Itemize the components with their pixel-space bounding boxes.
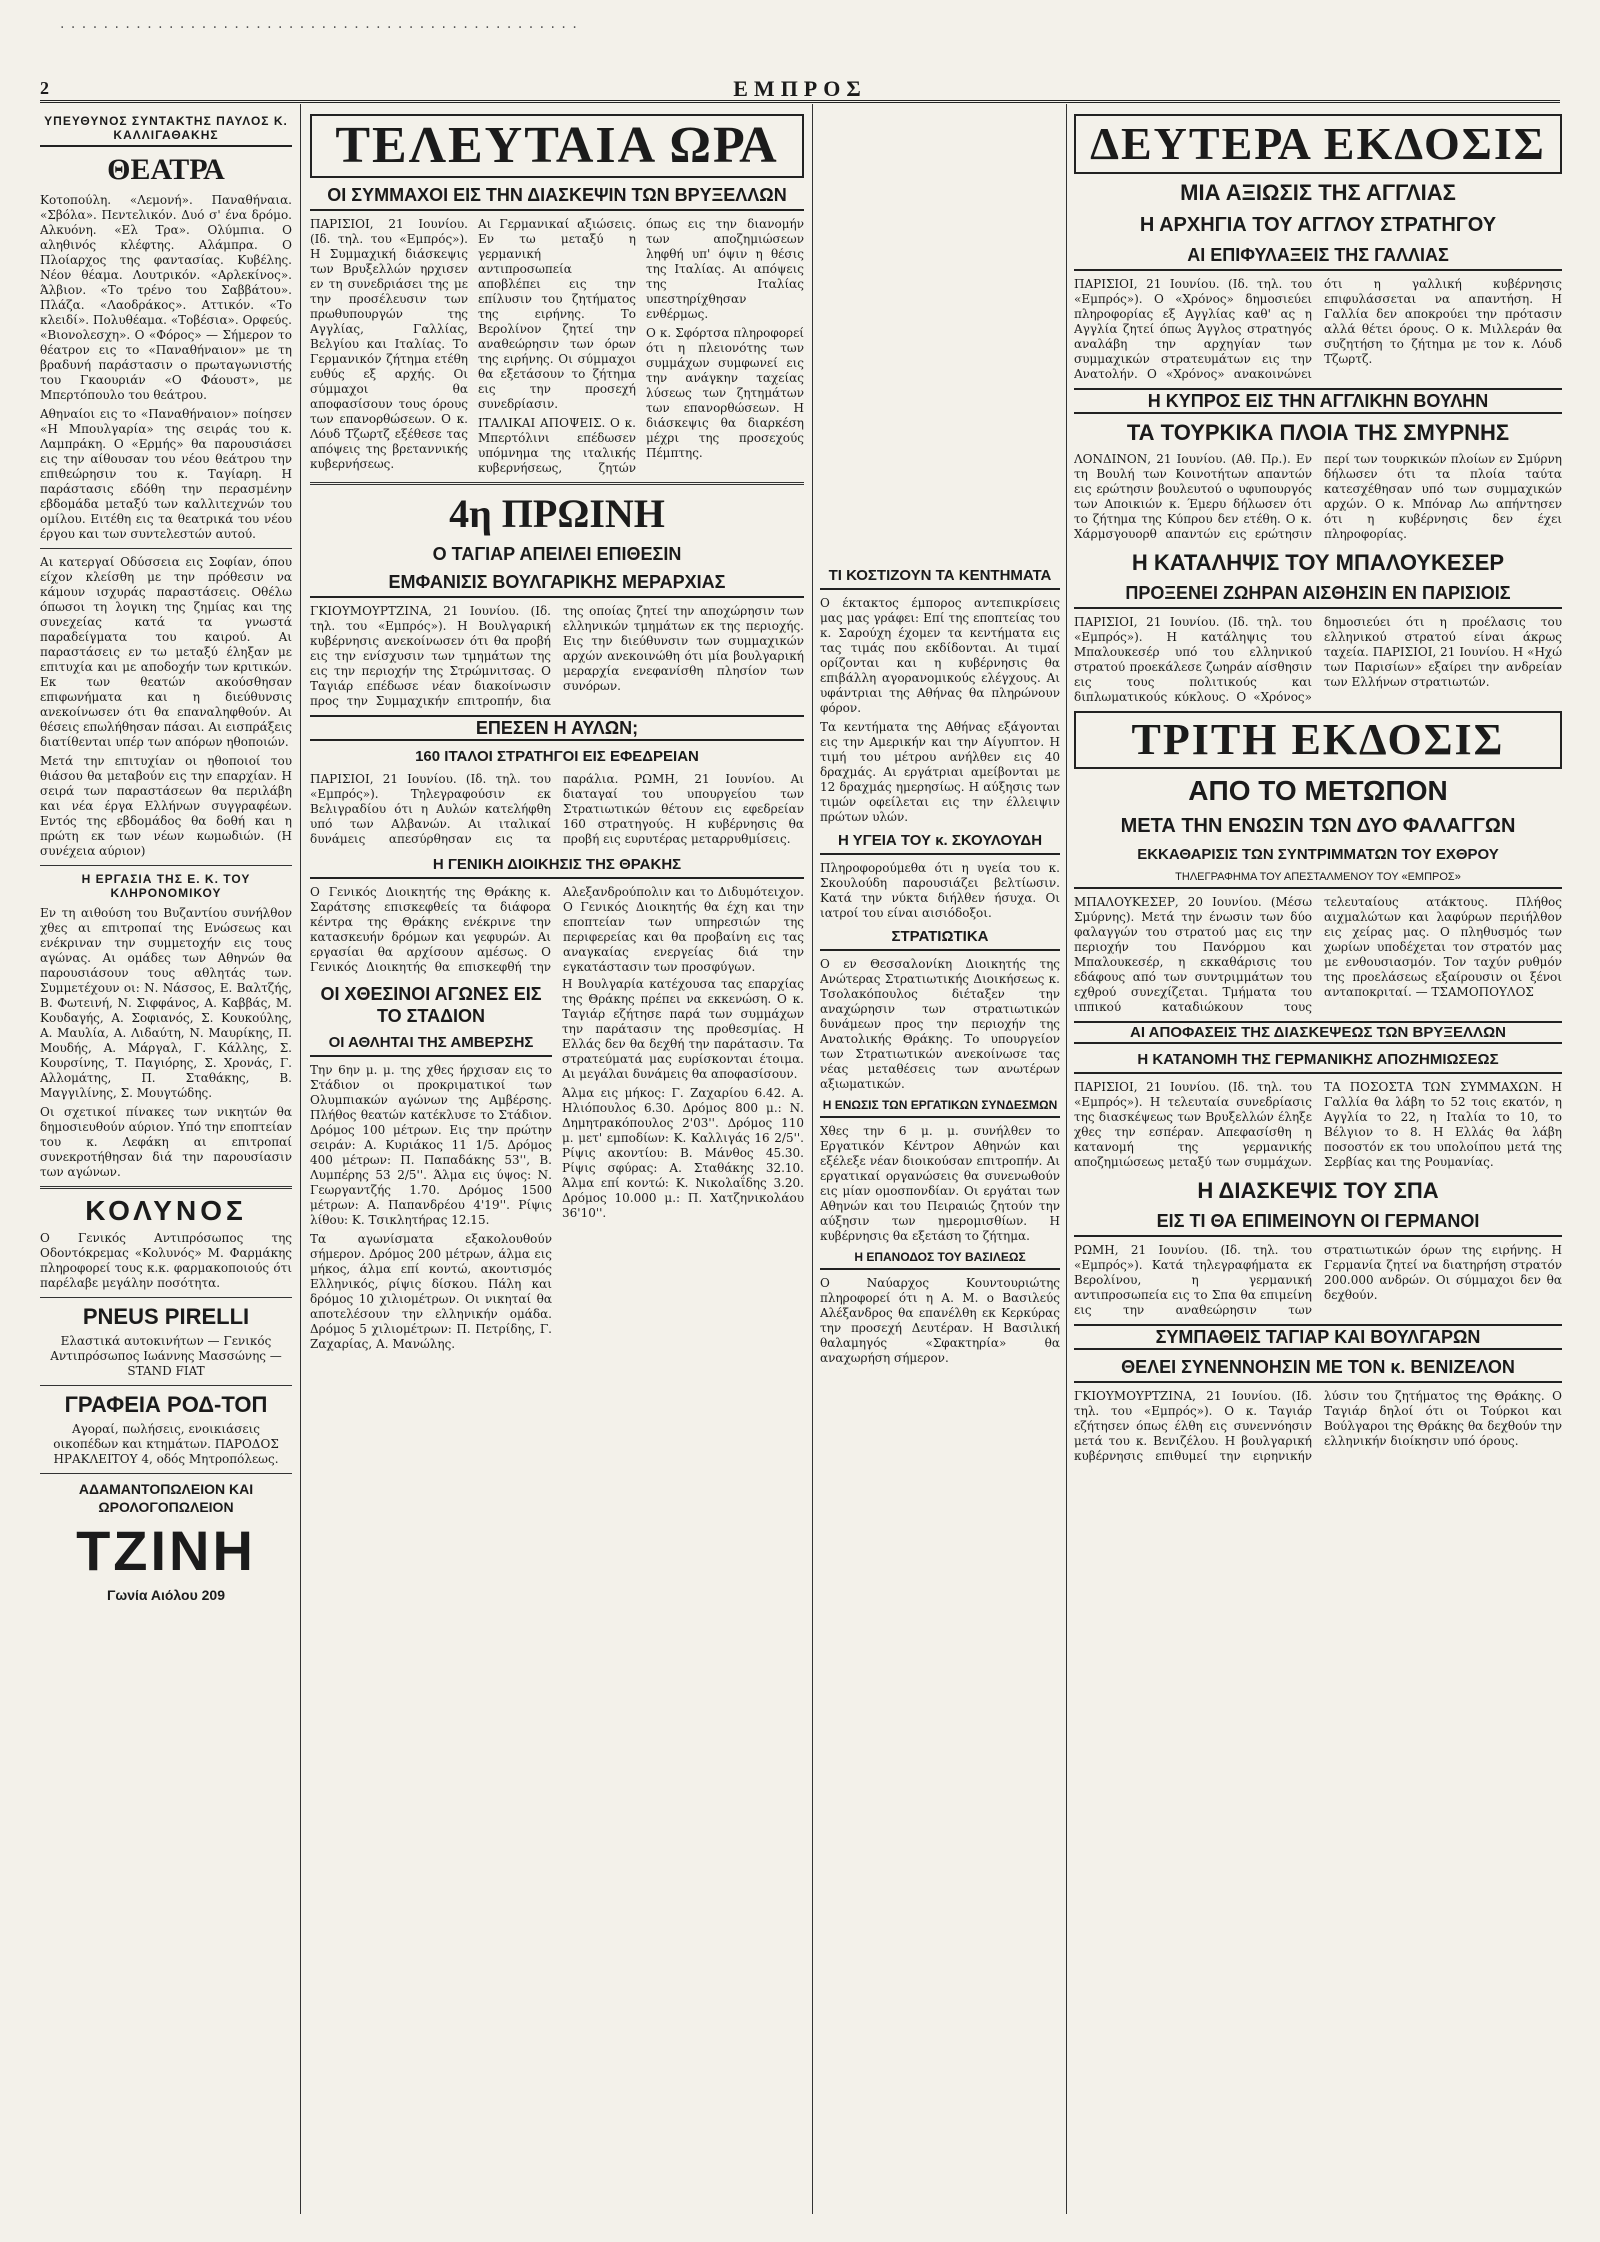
last-hour-banner: ΤΕΛΕΥΤΑΙΑ ΩΡΑ (310, 114, 804, 178)
newspaper-title: ΕΜΠΡΟΣ (733, 76, 867, 101)
editor-line: ΥΠΕΥΘΥΝΟΣ ΣΥΝΤΑΚΤΗΣ ΠΑΥΛΟΣ Κ. ΚΑΛΛΙΓΑΘΑΚΗΣ (40, 114, 292, 147)
article-body (1074, 277, 1562, 382)
lower-center-area (310, 977, 804, 1356)
article-paragraph: Ο Γενικός Διοικητής της Θράκης κ. Σαράτσης επισκεφθείς τα διάφορα κέντρα της Θράκης ενέκρινε την κατασκευήν δρόμων και γεφυρών. Αι εργασίαι θα αρχίσουν αμέσως. Ο Γενικός Διοικητής θα επισκεφθή την Αλεξανδρούπολιν και το Διδυμότειχον. Ο Γενικός Διοικητής θα έχη και την εποπτείαν των υπηρεσιών της περιφερείας και θα προβαίνη εις τας αναγκαίας ενεργείας διά την εγκατάστασιν των προσφύγων. (310, 885, 804, 974)
article-headline: Ο ΤΑΓΙΑΡ ΑΠΕΙΛΕΙ ΕΠΙΘΕΣΙΝ (432, 544, 682, 564)
article-paragraph: ΓΚΙΟΥΜΟΥΡΤΖΙΝΑ, 21 Ιουνίου. (Ιδ. τηλ. του «Εμπρός»). Ο κ. Ταγιάρ εζήτησεν όπως έλθη εις συνεννόησιν μετά του κ. Βενιζέλου. Η βουλγαρική κυβέρνησις επιθυμεί την ειρηνικήν λύσιν του ζητήματος της Θράκης. Ο Ταγιάρ δηλοί ότι οι Τούρκοι και Βούλγαροι της Θράκης θα δεχθούν την ελληνικήν διοίκησιν υπό όρους. (1074, 1389, 1562, 1463)
divider (310, 482, 804, 485)
article-body (1074, 452, 1562, 544)
article-paragraph: ΓΚΙΟΥΜΟΥΡΤΖΙΝΑ, 21 Ιουνίου. (Ιδ. τηλ. του «Εμπρός»). Η Βουλγαρική κυβέρνησις ανεκοίνωσεν ότι θα προβή εις την ενίσχυσιν των τμημάτων της εις την περιοχήν της Στρώμνιτσας. Ο Ταγιάρ επέδωσε νέαν διακοίνωσιν προς την Συμμαχικήν επιτροπήν, δια της οποίας ζητεί την αποχώρησιν των ελληνικών τμημάτων εκ της περιοχής. Εις την διεύθυνσιν των συμμαχικών αρχών ανεκοινώθη ότι μία βουλγαρική μεραρχία ενεφανίσθη πλησίον των συνόρων. (310, 604, 804, 708)
theatre-article: Αι κατεργαί Οδύσσεια εις Σοφίαν, όπου είχον κλείσθη με την πρόθεσιν να κάμουν ισχυράς παραστάσεις. Οθέλω όπωσοι τη λογικη της ζημίας και της συνεχείας κατά τα γνωστά παραδείγματα του καιρού. Αι παραστάσεις εν τω μεταξύ έληξαν με επιτυχία και με αποδοχήν των κριτικών. Εκ των θεατών ακούσθησαν επιφωνήματα και η διεύθυνσις ανεκοίνωσεν ότι θα επαναληφθούν. Αι θέσεις επωλήθησαν πάσαι. Αι εισπράξεις διατίθενται υπέρ των απόρων ηθοποιών. (40, 555, 292, 749)
article-subheadline: ΟΙ ΑΘΛΗΤΑΙ ΤΗΣ ΑΜΒΕΡΣΗΣ (310, 1033, 552, 1057)
article-subheadline: Η ΑΡΧΗΓΙΑ ΤΟΥ ΑΓΓΛΟΥ ΣΤΡΑΤΗΓΟΥ (1139, 214, 1497, 236)
article-headline: ΕΠΕΣΕΝ Η ΑΥΛΩΝ; (310, 715, 804, 741)
article-body (1074, 1243, 1562, 1318)
article-paragraph: Η Βουλγαρία κατέχουσα τας επαρχίας της Θράκης πρέπει να εκκενώση. Ο κ. Ταγιάρ εζήτησε παρά των συμμάχων την παράτασιν της προθεσμίας. Η Ελλάς δεν θα δεχθή την παράτασιν. Τα στρατεύματά μας ευρίσκονται έτοιμα. Αι μεγάλαι δυνάμεις θα αποφασίσουν. (562, 977, 804, 1081)
article-paragraph: Την 6ην μ. μ. της χθες ήρχισαν εις το Στάδιον οι προκριματικοί των Ολυμπιακών αγώνων της Αμβέρσης. Πλήθος θεατών κατέκλυσε το Στάδιον. Δρόμος 100 μέτρων. Εις την πρώτην σειράν: Α. Κυριάκος 11 1/5. Δρόμος 400 μέτρων: Π. Παπαδάκης 53'', Β. Λυμπέρης 53 2/5''. Άλμα εις ύψος: Ν. Γεωργαντζής 1.70. Δρόμος 1500 μέτρων: Α. Παπανδρέου 4'19''. Ρίψις λίθου: Κ. Τσικλητήρας 12.15. (310, 1063, 552, 1227)
ad-tzini-address: Γωνία Αιόλου 209 (106, 1587, 225, 1603)
article-paragraph: Πληροφορούμεθα ότι η υγεία του κ. Σκουλούδη παρουσιάζει βελτίωσιν. Κατά την νύκτα διήλθεν ήσυχα. Οι ιατροί του είναι αισιόδοξοι. (820, 861, 1060, 920)
second-edition-banner: ΔΕΥΤΕΡΑ ΕΚΔΟΣΙΣ (1074, 114, 1562, 174)
article-headline: ΑΙ ΑΠΟΦΑΣΕΙΣ ΤΗΣ ΔΙΑΣΚΕΨΕΩΣ ΤΩΝ ΒΡΥΞΕΛΛΩΝ (1074, 1021, 1562, 1044)
right-column (1074, 108, 1562, 2218)
margin-note: · · · · · · · · · · · · · · · · · · · · · · · · · · · · · · · · · · · · · · · · · · · · · · · · (60, 20, 578, 36)
article-subheadline: ΠΡΟΞΕΝΕΙ ΖΩΗΡΑΝ ΑΙΣΘΗΣΙΝ ΕΝ ΠΑΡΙΣΙΟΙΣ (1074, 582, 1562, 609)
divider (40, 1186, 292, 1189)
divider (40, 548, 292, 549)
article-body (310, 217, 804, 476)
column-rule (300, 104, 301, 2214)
article-paragraph: Ο κ. Σφόρτσα πληροφορεί ότι η πλειονότης των συμμάχων συμφωνεί εις την ανάγκην ταχείας λύσεως των ζητημάτων των επανορθώσεων. Η διάσκεψις θα διαρκέση μέχρι της προσεχούς Πέμπτης. (646, 326, 804, 460)
ad-tzini-subtitle: ΑΔΑΜΑΝΤΟΠΩΛΕΙΟΝ ΚΑΙ ΩΡΟΛΟΓΟΠΩΛΕΙΟΝ (78, 1481, 254, 1515)
theatre-article: Αθηναίοι εις το «Παναθήναιον» ποίησεν «Η Μπουλγαρία» της σειράς του κ. Λαμπράκη. Ο «Ερμής» θα παρουσιάσει εις την αίθουσαν του νέου θεάτρου την επιθεώρησιν του κ. Ταγίαρη. Η παράστασις εδόθη την περασμένην εβδομάδα μεταξύ των καλλιτεχνών του ομίλου. Ειτέθη εις τα θεατρικά του νέου έργου και των συντελεστών αυτού. (40, 407, 292, 541)
sub-column (310, 977, 552, 1356)
article-headline: Η ΚΑΤΑΛΗΨΙΣ ΤΟΥ ΜΠΑΛΟΥΚΕΣΕΡ (1131, 550, 1505, 575)
page-number: 2 (40, 78, 49, 98)
divider (40, 1473, 292, 1474)
left-column (40, 108, 292, 2218)
article-headline: Η ΚΥΠΡΟΣ ΕΙΣ ΤΗΝ ΑΓΓΛΙΚΗΝ ΒΟΥΛΗΝ (1074, 388, 1562, 414)
article-paragraph: Άλμα εις μήκος: Γ. Ζαχαρίου 6.42. Α. Ηλιόπουλος 6.30. Δρόμος 800 μ.: Ν. Δημητρακόπουλος 2'03''. Δρόμος 110 μ. μετ' εμποδίων: Κ. Καλλιγάς 16 2/5''. Ρίψις ακοντίου: Β. Μάνθος 45.30. Ρίψις σφύρας: Α. Σταθάκης 32.10. Άλμα επί κοντώ: Κ. Νικολαΐδης 3.20. Δρόμος 10.000 μ.: Π. Χατζηνικολάου 36'10''. (562, 1086, 804, 1220)
article-headline: Η ΕΠΑΝΟΔΟΣ ΤΟΥ ΒΑΣΙΛΕΩΣ (820, 1250, 1060, 1270)
sports-article: Οι σχετικοί πίνακες των νικητών θα δημοσιευθούν αύριον. Υπό την εποπτείαν του κ. Λεφάκη αι επιτροπαί συνεκροτήθησαν διά την παρουσίασιν των αγώνων. (40, 1105, 292, 1179)
divider (40, 1385, 292, 1386)
theatres-listing: Κοτοπούλη. «Λεμονή». Παναθήναια. «Σβόλα». Πεντελικόν. Δυό σ' ένα δρόμο. Αλκυόνη. «Ελ Τρα». Ολύμπια. Ο αληθινός κλέφτης. Αλάμπρα. Ο Πλοίαρχος της φαντασίας. Κυβέλης. Νέον θέαμα. Λουτρικόν. «Αρλεκίνος». Άλβιον. «Το τρένο του Σαββάτου». Πλάζα. «Λαοδράκος». Αττικόν. «Το κλειδί». Πολυθέαμα. «Τοβέσια». Ορφεύς. «Βιονολεσχη». Ο «Φόρος» — Σήμερον το θέατρον εις το «Παναθήναιον» με τη βραδυνή παράστασιν ο πρωταγωνιστής του Γκαουριάν «Ο Φάουστ», με Μπερτόπουλο του θεάτρου. (40, 193, 292, 402)
column-rule (812, 104, 813, 2214)
article-subheadline: ΜΕΤΑ ΤΗΝ ΕΝΩΣΙΝ ΤΩΝ ΔΥΟ ΦΑΛΑΓΓΩΝ (1120, 815, 1516, 837)
article-headline: Η ΥΓΕΙΑ ΤΟΥ κ. ΣΚΟΥΛΟΥΔΗ (820, 831, 1060, 855)
ad-rodtop-title: ΓΡΑΦΕΙΑ ΡΟΔ-ΤΟΠ (64, 1392, 268, 1417)
article-subheadline: Η ΚΑΤΑΝΟΜΗ ΤΗΣ ΓΕΡΜΑΝΙΚΗΣ ΑΠΟΖΗΜΙΩΣΕΩΣ (1074, 1050, 1562, 1074)
article-subheadline: ΕΙΣ ΤΙ ΘΑ ΕΠΙΜΕΙΝΟΥΝ ΟΙ ΓΕΡΜΑΝΟΙ (1074, 1210, 1562, 1237)
article-headline: ΤΙ ΚΟΣΤΙΖΟΥΝ ΤΑ ΚΕΝΤΗΜΑΤΑ (820, 566, 1060, 590)
ad-tzini-title: ΤΖΙΝΗ (76, 1519, 256, 1582)
article-subheadline: ΑΙ ΕΠΙΦΥΛΑΞΕΙΣ ΤΗΣ ΓΑΛΛΙΑΣ (1074, 244, 1562, 271)
article-headline: ΑΠΟ ΤΟ ΜΕΤΩΠΟΝ (1188, 775, 1448, 806)
article-paragraph: ΡΩΜΗ, 21 Ιουνίου. (Ιδ. τηλ. του «Εμπρός»). Κατά τηλεγραφήματα εκ Βερολίνου, η γερμανική αντιπροσωπεία εις το Σπα θα επιμείνη εις την αναθεώρησιν των στρατιωτικών όρων της ειρήνης. Η Γερμανία ζητεί να διατηρήση στρατόν 200.000 ανδρών. Οι σύμμαχοι δεν θα δεχθούν. (1074, 1243, 1562, 1317)
fourth-edition-banner: 4η ΠΡΩΙΝΗ (449, 491, 665, 536)
sports-heading: Η ΕΡΓΑΣΙΑ ΤΗΣ Ε. Κ. ΤΟΥ ΚΛΗΡΟΝΟΜΙΚΟΥ (81, 872, 251, 900)
article-paragraph: Ο Ναύαρχος Κουντουριώτης πληροφορεί ότι η Α. Μ. ο Βασιλεύς Αλέξανδρος θα επανέλθη εκ Κερκύρας την προσεχή Δευτέραν. Η Βασιλική θαλαμηγός «Σφακτηρία» θα αναχωρήση σήμερον. (820, 1276, 1060, 1365)
article-headline: ΣΤΡΑΤΙΩΤΙΚΑ (820, 927, 1060, 951)
article-paragraph: ΠΑΡΙΣΙΟΙ, 21 Ιουνίου. (Ιδ. τηλ. του «Εμπρός»). Η κατάληψις του Μπαλουκεσέρ υπό του ελληνικού στρατού προεκάλεσε ζωηράν αίσθησιν εις τους πολιτικούς και διπλωματικούς κύκλους. Ο «Χρόνος» δημοσιεύει ότι η προέλασις του ελληνικού στρατού είναι άκρως ταχεία. ΠΑΡΙΣΙΟΙ, 21 Ιουνίου. Η «Ηχώ των Παρισίων» εξαίρει την ανδρείαν των Ελλήνων στρατιωτών. (1074, 615, 1562, 704)
article-headline: ΣΥΜΠΑΘΕΙΣ ΤΑΓΙΑΡ ΚΑΙ ΒΟΥΛΓΑΡΩΝ (1074, 1324, 1562, 1350)
theatres-heading: ΘΕΑΤΡΑ (107, 153, 225, 186)
article-paragraph: Τα κεντήματα της Αθήνας εξάγονται εις την Αμερικήν και την Αίγυπτον. Η τιμή του μέτρου ανήλθεν εις 40 δραχμάς. Αι εργάτριαι αμείβονται με 12 δραχμάς ημερησίως. Η αύξησις των τιμών οφείλεται εις την έλλειψιν πρώτων υλών. (820, 720, 1060, 824)
theatre-article: Μετά την επιτυχίαν οι ηθοποιοί του θιάσου θα μεταβούν εις την επαρχίαν. Η σειρά των παραστάσεων θα περιλάβη και νέα έργα Ελλήνων συγγραφέων. Εντός της εβδομάδος θα δοθή και η πρώτη εκ των νέων κωμωδιών. (Η συνέχεια αύριον) (40, 754, 292, 858)
column-rule (1066, 104, 1067, 2214)
article-paragraph: Ο έκτακτος έμπορος αντεπικρίσεις μας μας γράφει: Επί της εποπτείας του κ. Σαρούχη έχομεν τα κεντήματα εις τας τιμάς που εκδίδονται. Αι τιμαί ορίζονται και η κυβέρνησις θα επιβάλλη αγορανομικούς ελέγχους. Αι υφάντριαι της Αθήνας θα πληρώνουν φόρον. (820, 596, 1060, 715)
article-headline: Η ΓΕΝΙΚΗ ΔΙΟΙΚΗΣΙΣ ΤΗΣ ΘΡΑΚΗΣ (310, 855, 804, 879)
ad-rodtop-text: Αγοραί, πωλήσεις, ενοικιάσεις οικοπέδων και κτημάτων. ΠΑΡΟΔΟΣ ΗΡΑΚΛΕΙΤΟΥ 4, οδός Μητροπόλεως. (53, 1422, 279, 1466)
article-subheadline: ΤΑ ΤΟΥΡΚΙΚΑ ΠΛΟΙΑ ΤΗΣ ΣΜΥΡΝΗΣ (1126, 420, 1510, 445)
center-right-column (820, 560, 1060, 2220)
article-body (310, 885, 804, 977)
sub-column (562, 977, 804, 1356)
article-body (1074, 615, 1562, 705)
ad-pirelli-text: Ελαστικά αυτοκινήτων — Γενικός Αντιπρόσωπος Ιωάννης Μασσώνης — STAND FIAT (50, 1334, 282, 1378)
article-headline: ΜΙΑ ΑΞΙΩΣΙΣ ΤΗΣ ΑΓΓΛΙΑΣ (1180, 180, 1456, 205)
article-paragraph: Χθες την 6 μ. μ. συνήλθεν το Εργατικόν Κέντρον Αθηνών και εξέλεξε νέαν διοικούσαν επιτροπήν. Αι εργατικαί οργανώσεις θα συνενωθούν εις μίαν ομοσπονδίαν. Οι εργάται των Αθηνών και του Πειραιώς ζητούν την αύξησιν των ημερομισθίων. Η κυβέρνησις θα εξετάση το ζήτημα. (820, 1124, 1060, 1243)
article-paragraph: ΛΟΝΔΙΝΟΝ, 21 Ιουνίου. (Αθ. Πρ.). Εν τη Βουλή των Κοινοτήτων απαντών εις ερώτησιν βουλευτού ο υφυπουργός των Αποικιών κ. Έμερυ δήλωσεν ότι το ζήτημα της Κύπρου δεν ετέθη. Ο κ. Χάρμσγουορθ απαντών εις ερώτησιν περί των τουρκικών πλοίων εν Σμύρνη δήλωσεν ότι τα πλοία ταύτα κατεσχέθησαν υπό των συμμαχικών αρχών. Ο κ. Μπόναρ Λω απήντησεν ότι η κυβέρνησις δεν έχει πληροφορίας. (1074, 452, 1562, 541)
article-body (310, 772, 804, 849)
article-body (1074, 1389, 1562, 1464)
article-paragraph: Ο εν Θεσσαλονίκη Διοικητής της Ανώτερας Στρατιωτικής Διοικήσεως κ. Τσολακόπουλος διέταξεν την αναχώρησιν των στρατιωτικών δυνάμεων προς την περιοχήν της Ανατολικής Θράκης. Το υπουργείον των Στρατιωτικών ανεκοίνωσε τας νέας μεταθέσεις των ανωτέρων αξιωματικών. (820, 957, 1060, 1091)
article-headline: Η ΔΙΑΣΚΕΨΙΣ ΤΟΥ ΣΠΑ (1197, 1178, 1439, 1203)
third-edition-banner: ΤΡΙΤΗ ΕΚΔΟΣΙΣ (1074, 711, 1562, 769)
article-subheadline: ΕΚΚΑΘΑΡΙΣΙΣ ΤΩΝ ΣΥΝΤΡΙΜΜΑΤΩΝ ΤΟΥ ΕΧΘΡΟΥ (1137, 846, 1499, 863)
ad-kolynos-title: ΚΟΛΥΝΟΣ (85, 1195, 247, 1226)
article-paragraph: ΠΑΡΙΣΙΟΙ, 21 Ιουνίου. (Ιδ. τηλ. του «Εμπρός»). Η Συμμαχική διάσκεψις των Βρυξελλών ηρχισεν εν τη συνεδριάσει της με την προσέλευσιν των πρωθυπουργών της Αγγλίας, Γαλλίας, Βελγίου και Ιταλίας. Το Γερμανικόν ζήτημα ετέθη ευθύς εξ αρχής. Οι σύμμαχοι θα αποφασίσουν τους όρους των επανορθώσεων. Ο κ. Λόυδ Τζωρτζ εξέθεσε τας απόψεις της βρεταννικής κυβερνήσεως. (310, 217, 468, 471)
article-subheadline: ΕΜΦΑΝΙΣΙΣ ΒΟΥΛΓΑΡΙΚΗΣ ΜΕΡΑΡΧΙΑΣ (310, 571, 804, 598)
article-body (310, 604, 804, 709)
article-headline: ΟΙ ΣΥΜΜΑΧΟΙ ΕΙΣ ΤΗΝ ΔΙΑΣΚΕΨΙΝ ΤΩΝ ΒΡΥΞΕΛΛΩΝ (310, 184, 804, 211)
article-paragraph: ΠΑΡΙΣΙΟΙ, 21 Ιουνίου. (Ιδ. τηλ. του «Εμπρός»). Τηλεγραφούσιν εκ Βελιγραδίου ότι η Αυλών κατελήφθη υπό των Αλβανών. Αι ιταλικαί δυνάμεις απεσύρθησαν εις τα παράλια. ΡΩΜΗ, 21 Ιουνίου. Αι διαταγαί του υπουργείου των Στρατιωτικών θέτουν εις εφεδρείαν 160 στρατηγούς. Η κυβέρνησις θα προβή εις ευρυτέρας μεταρρυθμίσεις. (310, 772, 804, 846)
article-body (1074, 1080, 1562, 1172)
article-headline: Η ΕΝΩΣΙΣ ΤΩΝ ΕΡΓΑΤΙΚΩΝ ΣΥΝΔΕΣΜΩΝ (820, 1098, 1060, 1118)
ad-kolynos-text: Ο Γενικός Αντιπρόσωπος της Οδοντόκρεμας «Κολυνός» Μ. Φαρμάκης πληροφορεί τους κ.κ. φαρμακοποιούς ότι παρέλαβε μεγάλην ποσότητα. (40, 1231, 292, 1290)
article-subheadline: 160 ΙΤΑΛΟΙ ΣΤΡΑΤΗΓΟΙ ΕΙΣ ΕΦΕΔΡΕΙΑΝ (415, 748, 699, 765)
article-paragraph: ΜΠΑΛΟΥΚΕΣΕΡ, 20 Ιουνίου. (Μέσω Σμύρνης). Μετά την ένωσιν των δύο φαλαγγών του στρατού μας εις την περιοχήν του Πανόρμου και Μπαλουκεσέρ, η εκκαθάρισις του εδάφους από των συντριμμάτων του εχθρού συνεχίζεται. Τμήματα του ιππικού καταδιώκουν τους τελευταίους ατάκτους. Πλήθος αιχμαλώτων και λαφύρων περιήλθον εις χείρας μας. Ο πληθυσμός των χωρίων υποδέχεται τον στρατόν μας με ενθουσιασμόν. Τον ταχύν ρυθμόν της προελάσεως εξαίρουσιν οι ξένοι ανταποκριταί. — ΤΣΑΜΟΠΟΥΛΟΣ (1074, 895, 1562, 1014)
article-body (1074, 895, 1562, 1015)
article-paragraph: ΠΑΡΙΣΙΟΙ, 21 Ιουνίου. (Ιδ. τηλ. του «Εμπρός»). Η τελευταία συνεδρίασις της διασκέψεως των Βρυξελλών έληξε χθες την εσπέραν. Απεφασίσθη η κατανομή της γερμανικής αποζημιώσεως μεταξύ των συμμάχων. ΤΑ ΠΟΣΟΣΤΑ ΤΩΝ ΣΥΜΜΑΧΩΝ. Η Γαλλία θα λάβη το 52 τοις εκατόν, η Αγγλία το 22, η Ιταλία το 10, το Βέλγιον το 8. Η Ελλάς θα λάβη ποσοστόν εκ του υπολοίπου μετά της Σερβίας και της Ρουμανίας. (1074, 1080, 1562, 1169)
sports-article: Εν τη αιθούση του Βυζαντίου συνήλθον χθες αι επιτροπαί της Ενώσεως και ενέκριναν την συμμετοχήν εις τους αγώνας. Αι ομάδες των Αθηνών θα παρουσιάσουν τους αθλητάς των. Συμμετέχουν οι: Ν. Νάσσος, Ε. Βαλτζής, Β. Φωτεινή, Ν. Σιφφάνος, Α. Καββάς, Μ. Κουδαγής, Α. Σοφιανός, Σ. Κουκούλης, Α. Μαυλία, Α. Λιδαύτη, Ν. Μαυρίκης, Π. Μουδής, Α. Μάργαλ, Γ. Κάλλης, Σ. Κουρσίνης, Τ. Παγιόρης, Σ. Χρονάς, Γ. Αλλομάτης, Π. Σταθάκης, Β. Μαγγιλίνης, Σ. Μουγτώδης. (40, 906, 292, 1100)
article-paragraph: ΠΑΡΙΣΙΟΙ, 21 Ιουνίου. (Ιδ. τηλ. του «Εμπρός»). Ο «Χρόνος» δημοσιεύει πληροφορίας εξ Αγγλίας καθ' ας η Αγγλία ζητεί όπως Άγγλος στρατηγός αναλάβη την αρχηγίαν των συμμαχικών στρατευμάτων εις την Ανατολήν. Ο «Χρόνος» ανακοινώνει ότι η γαλλική κυβέρνησις επιφυλάσσεται να απαντήση. Η Γαλλία δεν αποκρούει την πρότασιν αλλά θέτει όρους. Ο κ. Μιλλεράν θα συζητήση το ζήτημα με τον κ. Λόυδ Τζωρτζ. (1074, 277, 1562, 381)
article-paragraph: Αι Γερμανικαί αξιώσεις. Εν τω μεταξύ η γερμανική αντιπροσωπεία αποβλέπει εις την επίλυσιν του ζητήματος της ειρήνης. Το Βερολίνον ζητεί την αναθεώρησιν των όρων της ειρήνης. Οι σύμμαχοι θα εξετάσουν το ζήτημα εις την προσεχή συνεδρίασιν. (478, 217, 636, 411)
article-subheadline: ΘΕΛΕΙ ΣΥΝΕΝΝΟΗΣΙΝ ΜΕ ΤΟΝ κ. ΒΕΝΙΖΕΛΟΝ (1074, 1356, 1562, 1383)
masthead (40, 78, 1560, 103)
center-column (310, 108, 804, 2218)
article-paragraph: ΙΤΑΛΙΚΑΙ ΑΠΟΨΕΙΣ. Ο κ. Μπερτόλινι επέδωσεν υπόμνημα της ιταλικής κυβερνήσεως, ζητών όπως εις την διανομήν των αποζημιώσεων ληφθή υπ' όψιν η θέσις της Ιταλίας. Αι απόψεις της Ιταλίας υπεστηρίχθησαν ενθέρμως. (478, 217, 804, 475)
ad-pirelli-title: PNEUS PIRELLI (82, 1304, 250, 1329)
divider (40, 1297, 292, 1298)
article-headline: ΟΙ ΧΘΕΣΙΝΟΙ ΑΓΩΝΕΣ ΕΙΣ ΤΟ ΣΤΑΔΙΟΝ (320, 984, 542, 1026)
divider (40, 865, 292, 866)
article-dateline: ΤΗΛΕΓΡΑΦΗΜΑ ΤΟΥ ΑΠΕΣΤΑΛΜΕΝΟΥ ΤΟΥ «ΕΜΠΡΟΣ» (1074, 870, 1562, 889)
article-paragraph: Τα αγωνίσματα εξακολουθούν σήμερον. Δρόμος 200 μέτρων, άλμα εις μήκος, άλμα επί κοντώ, ακοντισμός Ελληνικός, ρίψις δίσκου. Πάλη και δρόμος 10 χιλιομέτρων. Οι νικηταί θα αποτελέσουν την ελληνικήν ομάδα. Δρόμος 5 χιλιομέτρων: Π. Πετρίδης, Γ. Ζαχαρίας, Α. Μανώλης. (310, 1232, 552, 1351)
